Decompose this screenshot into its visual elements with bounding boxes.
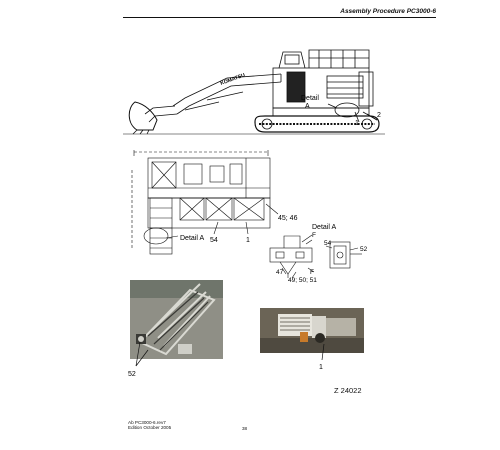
callout-45-46: 45; 46	[278, 215, 298, 222]
callout-47: 47	[276, 269, 284, 276]
detail-letter: A	[305, 103, 310, 110]
footer-left	[128, 420, 171, 431]
callout-f-top: F	[312, 232, 316, 239]
photo-right-callout	[310, 340, 334, 372]
callout-52-detail: 52	[360, 246, 368, 253]
page-number: 38	[242, 426, 248, 431]
callout-f-bottom: F	[310, 269, 314, 276]
detail-label: Detail	[301, 95, 319, 102]
footer-doc-ref: Ab PC3000-6.rev7	[128, 420, 166, 425]
detail-a-title: Detail A	[312, 224, 337, 231]
callout-52-photo: 52	[128, 371, 136, 378]
page-header-title: Assembly Procedure PC3000-6	[340, 8, 436, 15]
machine-brand-text: KOMATSU	[219, 72, 246, 87]
detail-a-drawing	[266, 218, 376, 290]
callout-1: 1	[355, 120, 359, 127]
callout-54: 54	[210, 237, 218, 244]
callout-54-detail: 54	[324, 240, 332, 247]
excavator-side-view-drawing	[123, 30, 385, 142]
detail-a-reference: Detail A	[180, 235, 205, 242]
callout-2: 2	[377, 112, 381, 119]
callout-49-50-51: 49; 50; 51	[288, 277, 317, 284]
callout-1-frame: 1	[246, 237, 250, 244]
callout-1-photo: 1	[319, 364, 323, 371]
footer-edition: Edition October 2005	[128, 425, 172, 431]
photo-left-callout	[126, 338, 154, 380]
header-rule	[123, 17, 436, 18]
figure-code: Z 24022	[334, 386, 362, 395]
